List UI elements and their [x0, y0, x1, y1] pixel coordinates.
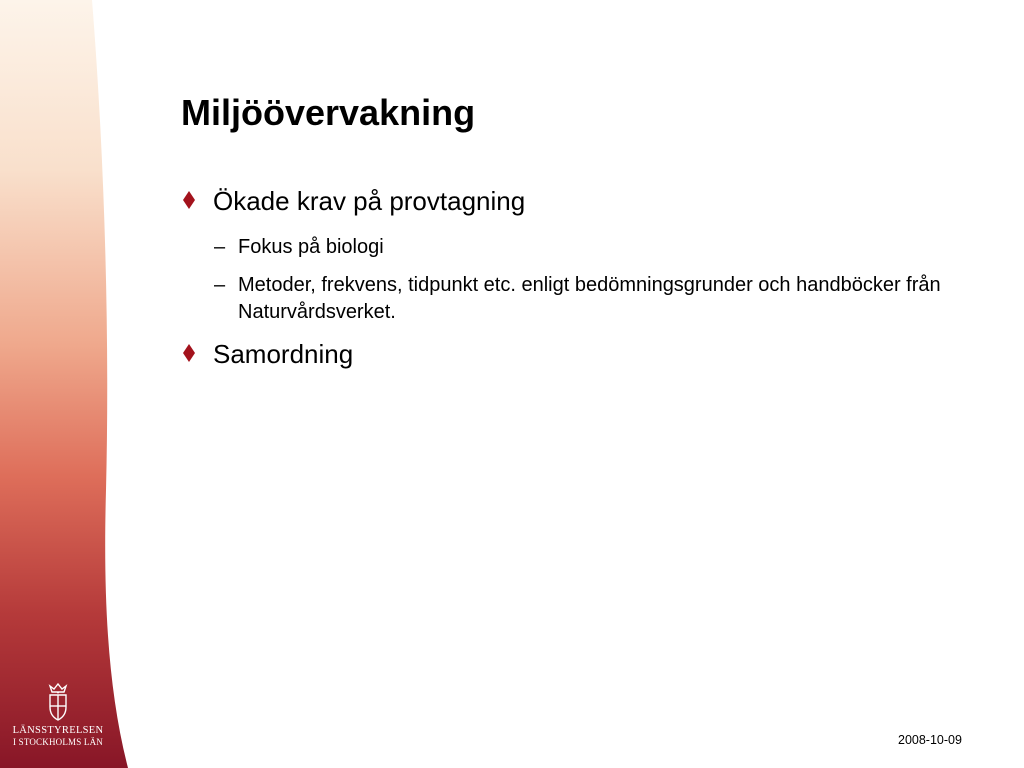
dash-marker: –: [214, 274, 226, 296]
crown-shield-icon: [44, 682, 72, 722]
slide-date: 2008-10-09: [898, 733, 962, 747]
bullet-list: [183, 184, 943, 371]
sub-bullet-list: [183, 234, 943, 326]
side-gradient-band: [0, 0, 140, 768]
sub-bullet-text: Metoder, frekvens, tidpunkt etc. enligt bedömningsgrunder och handböcker från Naturvårdsverket.: [238, 274, 941, 323]
sub-bullet-item: [214, 272, 943, 326]
bullet-item: [183, 337, 943, 371]
sub-bullet-item: [214, 234, 943, 261]
dash-marker: –: [214, 236, 226, 258]
lansstyrelsen-logo: [6, 682, 110, 748]
bullet-text: Samordning: [213, 339, 354, 369]
sub-bullet-text: Fokus på biologi: [238, 236, 384, 258]
logo-text-line1: LÄNSSTYRELSEN: [12, 725, 104, 736]
logo-text-line2: I STOCKHOLMS LÄN: [12, 737, 104, 747]
bullet-text: Ökade krav på provtagning: [213, 186, 526, 216]
slide-title: Miljöövervakning: [181, 92, 476, 133]
diamond-icon: [183, 344, 195, 362]
bullet-item: [183, 184, 943, 218]
diamond-icon: [183, 191, 195, 209]
